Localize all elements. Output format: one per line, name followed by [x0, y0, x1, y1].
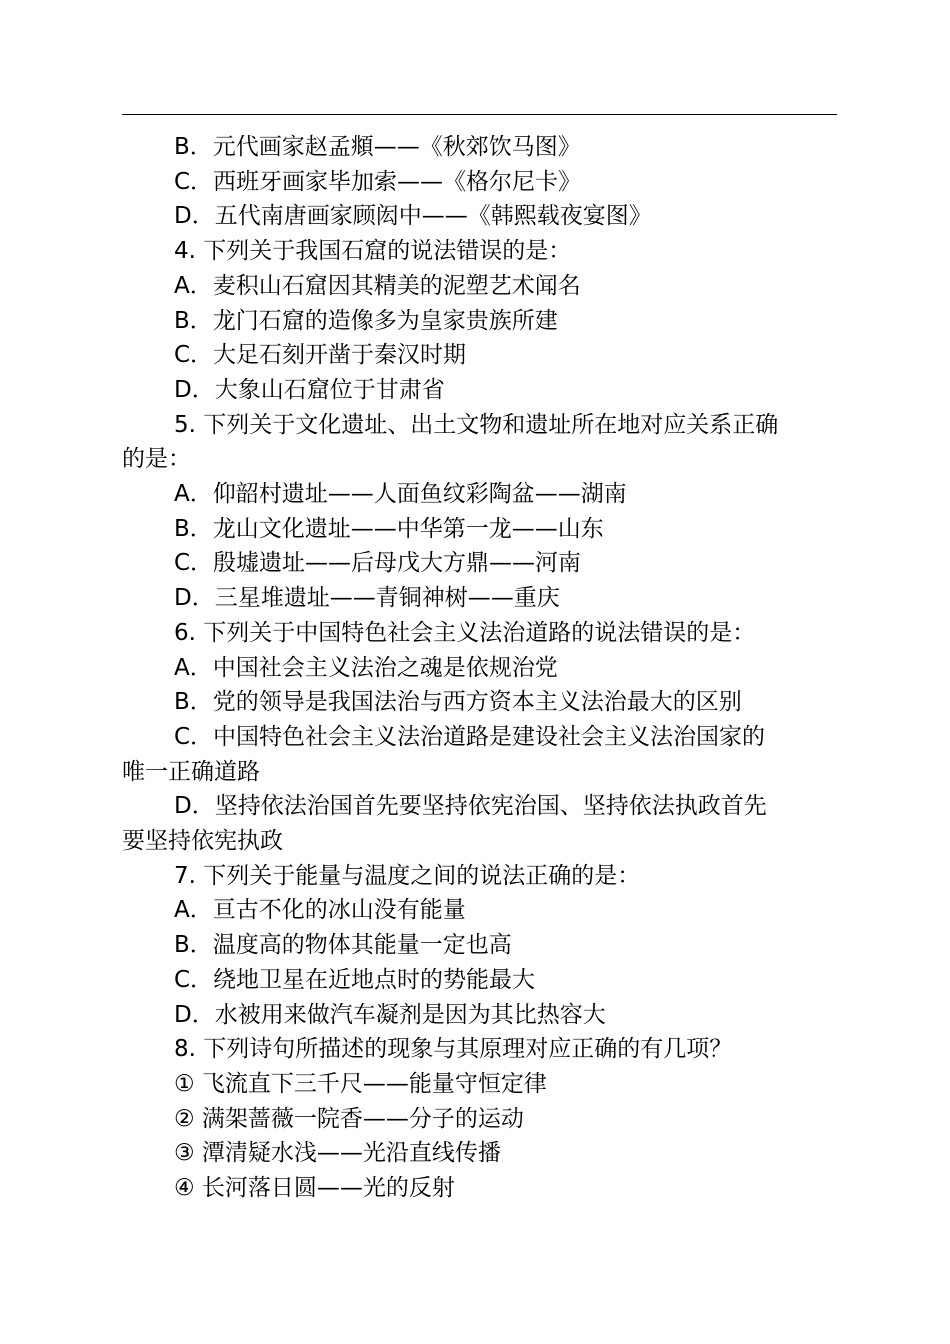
q7-stem: 7. 下列关于能量与温度之间的说法正确的是： [174, 862, 641, 889]
q4-stem: 4. 下列关于我国石窟的说法错误的是： [174, 238, 572, 265]
q8-item-1: ① 飞流直下三千尺——能量守恒定律 [174, 1070, 547, 1097]
q6-option-c-line2: 唯一正确道路 [122, 758, 260, 785]
header-rule [122, 114, 837, 115]
q3-option-b: B．元代画家赵孟頫——《秋郊饮马图》 [174, 134, 581, 160]
q7-option-b: B．温度高的物体其能量一定也高 [174, 932, 512, 959]
q8-item-2: ② 满架蔷薇一院香——分子的运动 [174, 1105, 524, 1132]
q5-stem-line2: 的是： [122, 446, 191, 473]
q5-option-d: D．三星堆遗址——青铜神树——重庆 [174, 585, 560, 612]
q4-option-d: D．大象山石窟位于甘肃省 [174, 376, 445, 403]
q6-option-a: A．中国社会主义法治之魂是依规治党 [174, 654, 558, 681]
q6-option-d-line1: D．坚持依法治国首先要坚持依宪治国、坚持依法执政首先 [174, 793, 767, 820]
q6-stem: 6. 下列关于中国特色社会主义法治道路的说法错误的是： [174, 619, 756, 646]
q7-option-a: A．亘古不化的冰山没有能量 [174, 897, 466, 924]
q7-option-d: D．水被用来做汽车凝剂是因为其比热容大 [174, 1001, 606, 1028]
q3-option-c: C．西班牙画家毕加索——《格尔尼卡》 [174, 168, 582, 195]
q4-option-c: C．大足石刻开凿于秦汉时期 [174, 342, 467, 369]
q6-option-c-line1: C．中国特色社会主义法治道路是建设社会主义法治国家的 [174, 723, 766, 750]
q7-option-c: C．绕地卫星在近地点时的势能最大 [174, 966, 536, 993]
q8-stem: 8. 下列诗句所描述的现象与其原理对应正确的有几项？ [174, 1036, 733, 1063]
q3-option-d: D．五代南唐画家顾闳中——《韩熙载夜宴图》 [174, 203, 652, 230]
q8-item-4: ④ 长河落日圆——光的反射 [174, 1175, 455, 1202]
q5-option-b: B．龙山文化遗址——中华第一龙——山东 [174, 515, 604, 542]
q6-option-d-line2: 要坚持依宪执政 [122, 828, 283, 855]
q4-option-b: B．龙门石窟的造像多为皇家贵族所建 [174, 307, 558, 334]
q5-stem-line1: 5. 下列关于文化遗址、出土文物和遗址所在地对应关系正确 [174, 411, 779, 438]
question-content [122, 130, 837, 1206]
q4-option-a: A．麦积山石窟因其精美的泥塑艺术闻名 [174, 272, 581, 299]
q8-item-3: ③ 潭清疑水浅——光沿直线传播 [174, 1140, 501, 1167]
q5-option-a: A．仰韶村遗址——人面鱼纹彩陶盆——湖南 [174, 481, 627, 508]
q6-option-b: B．党的领导是我国法治与西方资本主义法治最大的区别 [174, 689, 742, 716]
q5-option-c: C．殷墟遗址——后母戊大方鼎——河南 [174, 550, 582, 577]
